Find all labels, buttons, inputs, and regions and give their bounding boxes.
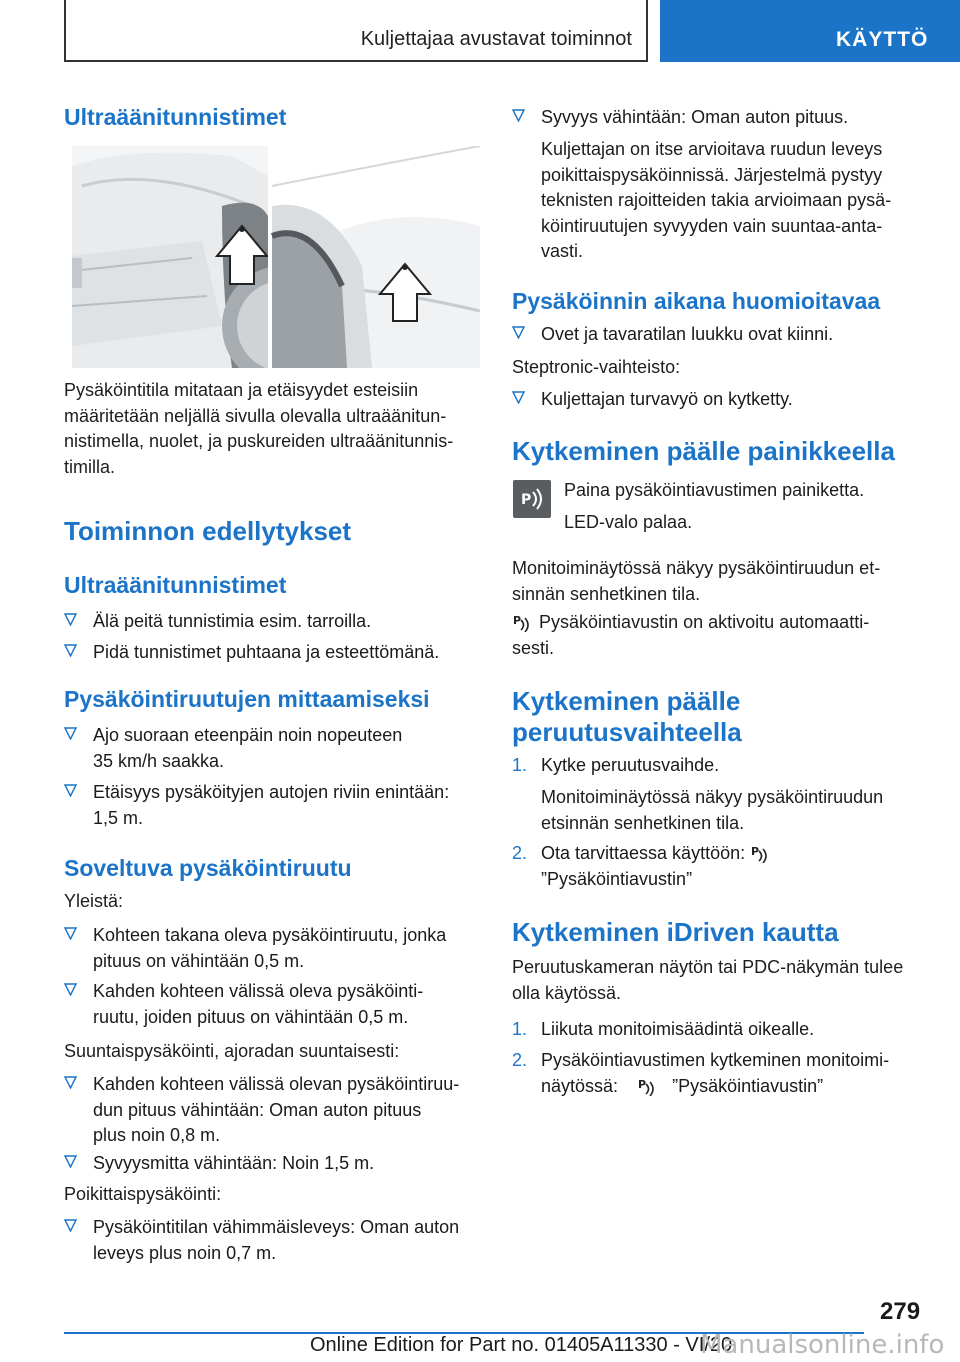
parking-assistant-button-icon — [513, 480, 551, 518]
bullet-line: Pysäköintitilan vähimmäisleveys: Oman auton — [93, 1217, 460, 1237]
auto-activation-text — [512, 610, 932, 661]
step-line: ”Pysäköintiavustin” — [541, 868, 693, 889]
step-note-line: Monitoiminäytössä näkyy pysäköintiruudun — [541, 787, 884, 807]
parking-assistant-icon — [637, 1076, 659, 1096]
step-text: Kytke peruutusvaihde. — [541, 755, 720, 775]
heading-reverse — [512, 686, 742, 748]
caption-line: timilla. — [64, 456, 116, 477]
page-number: 279 — [880, 1298, 921, 1325]
step-line: ”Pysäköintiavustin” — [672, 1075, 824, 1096]
depth-note — [541, 137, 931, 265]
bullet-line: Kohteen takana oleva pysäköintiruutu, jonka — [93, 925, 447, 945]
triangle-bullet-icon — [64, 1155, 77, 1168]
heading-measuring: Pysäköintiruutujen mittaamiseksi — [64, 686, 430, 712]
bullet-text — [93, 1215, 484, 1266]
step-number: 1. — [512, 1019, 528, 1039]
sensor-figure — [72, 146, 480, 368]
caption-line: nistimella, nuolet, ja puskureiden ultraäänitunnis- — [64, 431, 454, 451]
bullet-text — [93, 1072, 484, 1149]
bullet-text — [93, 723, 484, 774]
triangle-bullet-icon — [64, 1076, 77, 1089]
triangle-bullet-icon — [512, 109, 525, 122]
triangle-bullet-icon — [64, 927, 77, 940]
section-title: Kuljettajaa avustavat toiminnot — [360, 28, 632, 50]
header-tab[interactable] — [660, 0, 960, 62]
caption-line: Pysäköintitila mitataan ja etäisyydet esteisiin — [64, 380, 419, 400]
bullet-line: leveys plus noin 0,7 m. — [93, 1242, 277, 1263]
triangle-bullet-icon — [64, 1219, 77, 1232]
step-note-line: etsinnän senhetkinen tila. — [541, 812, 745, 833]
caption-line: määritetään neljällä sivulla olevalla ultraäänitun- — [64, 405, 447, 426]
heading-button: Kytkeminen päälle painikkeella — [512, 436, 895, 466]
heading-requirements: Toiminnon edellytykset — [64, 516, 352, 546]
triangle-bullet-icon — [64, 784, 77, 797]
bullet-text: Ovet ja tavaratilan luukku ovat kiinni. — [541, 324, 834, 344]
bullet-line: Ajo suoraan eteenpäin noin nopeuteen — [93, 725, 403, 745]
step-number: 1. — [512, 755, 528, 775]
bullet-line: ruutu, joiden pituus on vähintään 0,5 m. — [93, 1006, 409, 1027]
steptronic-label: Steptronic-vaihteisto: — [512, 357, 681, 377]
bullet-text: Syvyysmitta vähintään: Noin 1,5 m. — [93, 1153, 375, 1173]
heading-sensors-2: Ultraäänitunnistimet — [64, 572, 287, 598]
bullet-line: 35 km/h saakka. — [93, 750, 225, 771]
auto-line: sesti. — [512, 637, 555, 658]
step-line: näytössä: — [541, 1075, 619, 1096]
note-line: Kuljettajan on itse arvioitava ruudun leveys — [541, 139, 883, 159]
perpendicular-label: Poikittaispysäköinti: — [64, 1184, 222, 1204]
bullet-line: plus noin 0,8 m. — [93, 1125, 221, 1145]
bullet-line: pituus on vähintään 0,5 m. — [93, 950, 305, 971]
triangle-bullet-icon — [64, 983, 77, 996]
edition-text: Online Edition for Part no. 01405A11330 - VI/20 — [310, 1334, 733, 1356]
step-text — [541, 1048, 930, 1099]
bullet-text: Kuljettajan turvavyö on kytketty. — [541, 389, 793, 409]
parking-assistant-icon — [512, 612, 534, 632]
bullet-line: dun pituus vähintään: Oman auton pituus — [93, 1099, 422, 1120]
bullet-text: Älä peitä tunnistimia esim. tarroilla. — [93, 611, 372, 631]
heading-idrive: Kytkeminen iDriven kautta — [512, 917, 839, 947]
svg-text:P: P — [513, 614, 522, 627]
triangle-bullet-icon — [512, 326, 525, 339]
auto-line: Pysäköintiavustin on aktivoitu automaatti- — [539, 612, 870, 632]
step-text: Liikuta monitoimisäädintä oikealle. — [541, 1019, 815, 1039]
triangle-bullet-icon — [64, 727, 77, 740]
triangle-bullet-icon — [64, 613, 77, 626]
triangle-bullet-icon — [512, 391, 525, 404]
bullet-line: Kahden kohteen välissä olevan pysäköintiruu- — [93, 1074, 460, 1094]
bullet-text: Pidä tunnistimet puhtaana ja esteettömänä. — [93, 642, 440, 662]
bullet-line: 1,5 m. — [93, 807, 144, 828]
bullet-line: Kahden kohteen välissä oleva pysäköinti- — [93, 981, 424, 1001]
bullet-text — [93, 923, 484, 974]
heading-line: Kytkeminen päälle — [512, 686, 741, 716]
idrive-line: Peruutuskameran näytön tai PDC-näkymän tulee — [512, 957, 904, 977]
bullet-text — [93, 780, 484, 831]
parallel-label: Suuntaispysäköinti, ajoradan suuntaisesti: — [64, 1041, 400, 1061]
note-line: poikittaispysäköinnissä. Järjestelmä pystyy — [541, 164, 883, 185]
note-line: köintiruutujen syvyyden vain suuntaa-anta- — [541, 215, 883, 236]
display-line: sinnän senhetkinen tila. — [512, 583, 701, 604]
svg-text:P: P — [638, 1077, 647, 1091]
figure-caption — [64, 378, 484, 480]
button-text-1: Paina pysäköintiavustimen painiketta. — [564, 480, 865, 500]
car-bumper-illustration — [72, 146, 480, 368]
step-line: Pysäköintiavustimen kytkeminen monitoimi- — [541, 1050, 890, 1070]
step-number: 2. — [512, 843, 528, 863]
idrive-line: olla käytössä. — [512, 982, 622, 1003]
svg-text:P: P — [521, 492, 532, 508]
display-text — [512, 556, 932, 607]
display-line: Monitoiminäytössä näkyy pysäköintiruudun et- — [512, 558, 881, 578]
note-line: vasti. — [541, 241, 584, 261]
button-text-2: LED-valo palaa. — [564, 512, 693, 532]
bullet-line: Etäisyys pysäköityjen autojen riviin enintään: — [93, 782, 450, 802]
triangle-bullet-icon — [64, 644, 77, 657]
idrive-text — [512, 955, 932, 1006]
watermark: Manualsonline.info — [700, 1330, 945, 1360]
step-line: Ota tarvittaessa käyttöön: — [541, 843, 746, 863]
general-label: Yleistä: — [64, 891, 124, 911]
parking-assistant-icon — [750, 843, 772, 863]
heading-sensors: Ultraäänitunnistimet — [64, 104, 287, 130]
svg-text:P: P — [751, 845, 760, 858]
heading-suitable: Soveltuva pysäköintiruutu — [64, 855, 352, 881]
tab-label: KÄYTTÖ — [836, 28, 929, 51]
step-text — [541, 841, 930, 892]
header-section-box — [64, 0, 648, 62]
heading-line: peruutusvaihteella — [512, 717, 742, 747]
bullet-text — [93, 979, 484, 1030]
heading-note: Pysäköinnin aikana huomioitavaa — [512, 288, 881, 314]
step-number: 2. — [512, 1050, 528, 1070]
note-line: teknisten rajoitteiden takia arvioimaan pysä- — [541, 190, 892, 210]
bullet-text: Syvyys vähintään: Oman auton pituus. — [541, 107, 849, 127]
step-note — [541, 785, 883, 836]
